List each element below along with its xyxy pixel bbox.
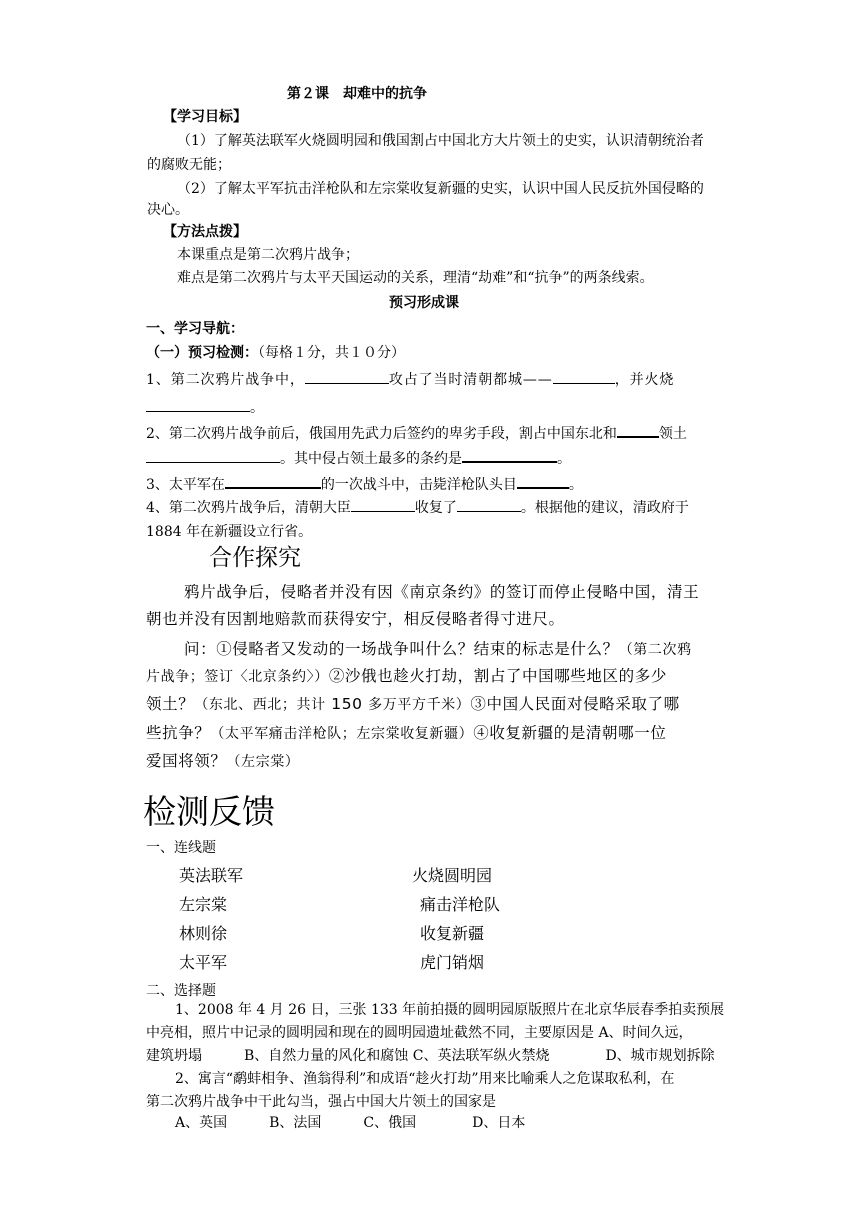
choice-options: A、英国 B、法国 C、俄国 D、日本: [175, 1115, 526, 1131]
goal-line: （2）了解太平军抗击洋枪队和左宗棠收复新疆的史实，认识中国人民反抗外国侵略的: [177, 181, 704, 197]
method-line: 难点是第二次鸦片与太平天国运动的关系，理清“劫难”和“抗争”的两条线索。: [177, 270, 654, 286]
question-2: [146, 422, 687, 444]
answer-number: 150: [325, 695, 369, 713]
question-text: 些抗争？: [146, 724, 211, 742]
question-text: 领土？: [146, 695, 195, 713]
match-left-item[interactable]: 左宗棠: [179, 895, 228, 914]
coop-question: [146, 665, 667, 688]
goal-line: （1）了解英法联军火烧圆明园和俄国割占中国北方大片领土的史实，认识清朝统治者: [177, 133, 704, 149]
method-line: 本课重点是第二次鸦片战争；: [177, 247, 359, 263]
goal-line: 的腐败无能；: [147, 157, 231, 173]
goal-line: 决心。: [147, 202, 189, 218]
answer-text: 多万平方千米）: [368, 697, 471, 713]
match-left-item[interactable]: 英法联军: [179, 866, 244, 885]
question-1-cont: [146, 397, 264, 418]
question-text: ④收复新疆的是清朝哪一位: [473, 724, 667, 742]
question-text: ，并火烧: [614, 372, 675, 388]
question-text: 。根据他的建议，清政府于: [520, 500, 689, 516]
match-right-item[interactable]: 火烧圆明园: [412, 866, 493, 885]
question-text: ③中国人民面对侵略采取了哪: [470, 695, 680, 713]
question-text: 2、第二次鸦片战争前后，俄国用先武力后签约的卑劣手段，割占中国东北和: [146, 426, 617, 442]
test-heading-label: （一）预习检测：: [146, 345, 258, 361]
answer-blank[interactable]: [462, 447, 557, 463]
answer-blank[interactable]: [617, 422, 659, 438]
question-text: 。: [557, 451, 571, 467]
goals-heading: 【学习目标】: [163, 109, 247, 125]
answer-text: （左宗棠）: [226, 754, 300, 770]
method-heading: 【方法点拨】: [163, 224, 247, 240]
question-text: 。: [250, 400, 264, 416]
question-1: [146, 369, 674, 390]
choice-question: 2、寓言“鹬蚌相争、渔翁得利”和成语“趁火打劫”用来比喻乘人之危谋取私利，在: [175, 1071, 675, 1087]
question-2-cont: [146, 447, 571, 469]
question-text: 。其中侵占领土最多的条约是: [280, 451, 462, 467]
coop-question: [146, 693, 680, 716]
score-note: （每格１分，共１０分）: [258, 345, 405, 361]
question-text: 。: [568, 477, 583, 493]
lesson-title: 第２课 却难中的抗争: [287, 86, 427, 102]
answer-text: （太平军痛击洋枪队；左宗棠收复新疆）: [210, 726, 474, 742]
answer-text: （第二次鸦: [618, 642, 692, 658]
answer-blank[interactable]: [457, 497, 521, 512]
question-text: 的一次战斗中，击毙洋枪队头目: [320, 477, 517, 493]
question-text: 3、太平军在: [146, 477, 225, 493]
feedback-heading: 检测反馈: [143, 792, 275, 831]
part-heading: 二、选择题: [146, 983, 216, 999]
question-text: 4、第二次鸦片战争后，清朝大臣: [146, 500, 351, 516]
question-text: 问：①侵略者又发动的一场战争叫什么？结束的标志是什么？: [184, 640, 619, 658]
match-left-item[interactable]: 太平军: [179, 953, 228, 972]
match-right-item[interactable]: 痛击洋枪队: [420, 895, 501, 914]
test-heading: [146, 343, 405, 363]
answer-text: 片战争；签订〈北京条约〉）: [146, 669, 329, 685]
match-right-item[interactable]: 收复新疆: [420, 924, 485, 943]
coop-paragraph: 鸦片战争后，侵略者并没有因《南京条约》的签订而停止侵略中国，清王: [184, 583, 700, 601]
coop-question: [146, 722, 666, 745]
answer-blank[interactable]: [146, 397, 250, 412]
question-text: 1、第二次鸦片战争中，: [146, 372, 305, 388]
nav-heading: 一、学习导航：: [146, 321, 244, 337]
coop-heading: 合作探究: [209, 545, 301, 571]
choice-question: 1、2008 年 4 月 26 日，三张 133 年前拍摄的圆明园原版照片在北京华辰春季拍卖预展: [175, 1002, 725, 1018]
question-text: ②沙俄也趁火打劫，割占了中国哪些地区的多少: [328, 667, 667, 685]
question-text: 攻占了当时清朝都城——: [388, 372, 553, 388]
answer-blank[interactable]: [146, 448, 280, 463]
question-3: [146, 473, 583, 495]
choice-options: 建筑坍塌 B、自然力量的风化和腐蚀 C、英法联军纵火禁烧 D、城市规划拆除: [146, 1048, 715, 1064]
answer-blank[interactable]: [351, 497, 415, 512]
answer-blank[interactable]: [225, 473, 321, 489]
match-right-item[interactable]: 虎门销烟: [420, 953, 485, 972]
question-text: 收复了: [414, 500, 457, 516]
answer-blank[interactable]: [553, 369, 615, 384]
question-4-cont: 1884 年在新疆设立行省。: [146, 524, 313, 540]
section-title: 预习形成课: [389, 295, 459, 311]
answer-text: （东北、西北；共计: [194, 697, 326, 713]
question-text: 爱国将领？: [146, 752, 227, 770]
choice-question: 中亮相，照片中记录的圆明园和现在的圆明园遗址截然不同，主要原因是 A、时间久远，: [146, 1025, 693, 1041]
coop-question: [146, 750, 300, 773]
match-left-item[interactable]: 林则徐: [179, 924, 228, 943]
coop-paragraph: 朝也并没有因割地赔款而获得安宁，相反侵略者得寸进尺。: [146, 610, 565, 628]
question-text: 领土: [658, 426, 687, 442]
answer-blank[interactable]: [517, 473, 569, 489]
coop-question: [184, 638, 692, 661]
choice-question: 第二次鸦片战争中干此勾当，强占中国大片领土的国家是: [146, 1094, 496, 1110]
question-4: [146, 497, 689, 518]
part-heading: 一、连线题: [146, 840, 216, 856]
answer-blank[interactable]: [305, 369, 389, 384]
